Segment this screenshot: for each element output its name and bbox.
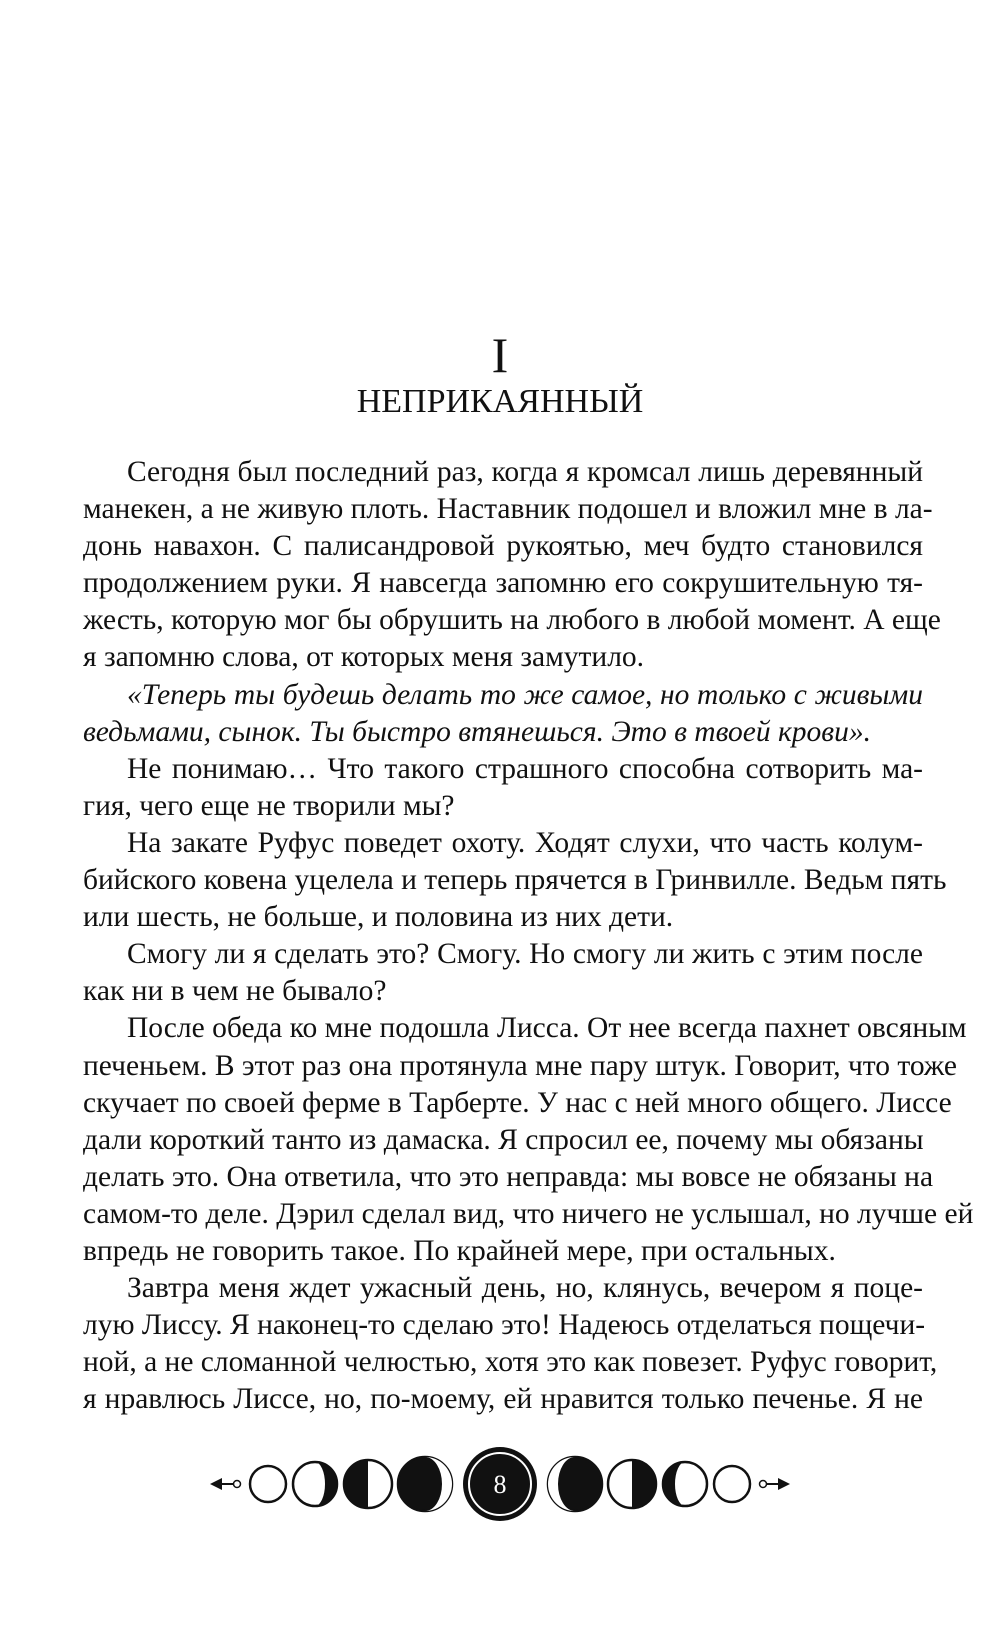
page-number: 8 <box>493 1470 507 1499</box>
text-line: впредь не говорить такое. По крайней мере, при остальных. <box>83 1234 836 1267</box>
waxing-crescent-icon <box>548 1457 602 1511</box>
text-line: ведьмами, сынок. Ты быстро втянешься. Это в твоей крови». <box>83 715 871 748</box>
text-line: скучает по своей ферме в Тарберте. У нас с ней много общего. Лиссе <box>83 1086 952 1119</box>
last-quarter-icon <box>344 1460 392 1508</box>
text-line: самом-то деле. Дэрил сделал вид, что ничего не услышал, но лучше ей <box>83 1197 974 1230</box>
chapter-number: I <box>491 327 509 383</box>
paragraph <box>83 751 923 825</box>
full-moon-icon <box>714 1466 750 1502</box>
text-line: как ни в чем не бывало? <box>83 975 387 1008</box>
text-line: жесть, которую мог бы обрушить на любого в любой момент. А еще <box>83 604 941 637</box>
waning-crescent-icon <box>398 1457 452 1511</box>
text-line: донь навахон. С палисандровой рукоятью, меч будто становился <box>83 530 923 563</box>
paragraph <box>83 454 941 677</box>
text-line: «Теперь ты будешь делать то же самое, но только с живыми <box>127 678 923 711</box>
text-line: ной, а не сломанной челюстью, хотя это как повезет. Руфус говорит, <box>83 1346 938 1379</box>
text-line: Завтра меня ждет ужасный день, но, клянусь, вечером я поце- <box>127 1272 923 1305</box>
text-line: печеньем. В этот раз она протянула мне пару штук. Говорит, что тоже <box>83 1049 958 1082</box>
text-line: или шесть, не больше, и половина из них дети. <box>83 901 674 934</box>
text-line: дали короткий танто из дамаска. Я спросил ее, почему мы обязаны <box>83 1123 924 1156</box>
text-line: манекен, а не живую плоть. Наставник подошел и вложил мне в ла- <box>83 493 933 526</box>
text-line: Сегодня был последний раз, когда я кромсал лишь деревянный <box>127 456 923 488</box>
paragraph <box>83 936 923 1010</box>
page-number-medallion <box>463 1447 537 1521</box>
text-line: гия, чего еще не творили мы? <box>83 789 455 822</box>
paragraph <box>83 677 923 751</box>
text-line: продолжением руки. Я навсегда запомню его сокрушительную тя- <box>83 567 923 600</box>
paragraph <box>83 1010 974 1270</box>
left-arrow-icon <box>210 1478 241 1490</box>
text-line: я нравлюсь Лиссе, но, по-моему, ей нравится только печенье. Я не <box>83 1383 923 1416</box>
text-line: я запомню слова, от которых меня замутило. <box>83 641 645 674</box>
chapter-title: НЕПРИКАЯННЫЙ <box>356 383 644 420</box>
waning-gibbous-icon <box>293 1462 337 1506</box>
text-line: делать это. Она ответила, что это неправда: мы вовсе не обязаны на <box>83 1160 934 1193</box>
first-quarter-icon <box>608 1460 656 1508</box>
chapter-body <box>83 454 974 1418</box>
text-line: лую Лиссу. Я наконец-то сделаю это! Надеюсь отделаться пощечи- <box>83 1309 926 1342</box>
text-line: На закате Руфус поведет охоту. Ходят слухи, что часть колум- <box>127 826 923 859</box>
right-arrow-icon <box>760 1478 791 1490</box>
text-line: бийского ковена уцелела и теперь прячется в Гринвилле. Ведьм пять <box>83 864 947 897</box>
moon-phases-ornament-icon <box>200 1424 800 1544</box>
text-line: Смогу ли я сделать это? Смогу. Но смогу ли жить с этим после <box>127 938 923 971</box>
waxing-gibbous-icon <box>663 1462 707 1506</box>
paragraph <box>83 1270 938 1418</box>
text-line: Не понимаю… Что такого страшного способна сотворить ма- <box>127 752 923 785</box>
paragraph <box>83 825 947 936</box>
text-line: После обеда ко мне подошла Лисса. От нее всегда пахнет овсяным <box>127 1012 967 1045</box>
full-moon-icon <box>250 1466 286 1502</box>
